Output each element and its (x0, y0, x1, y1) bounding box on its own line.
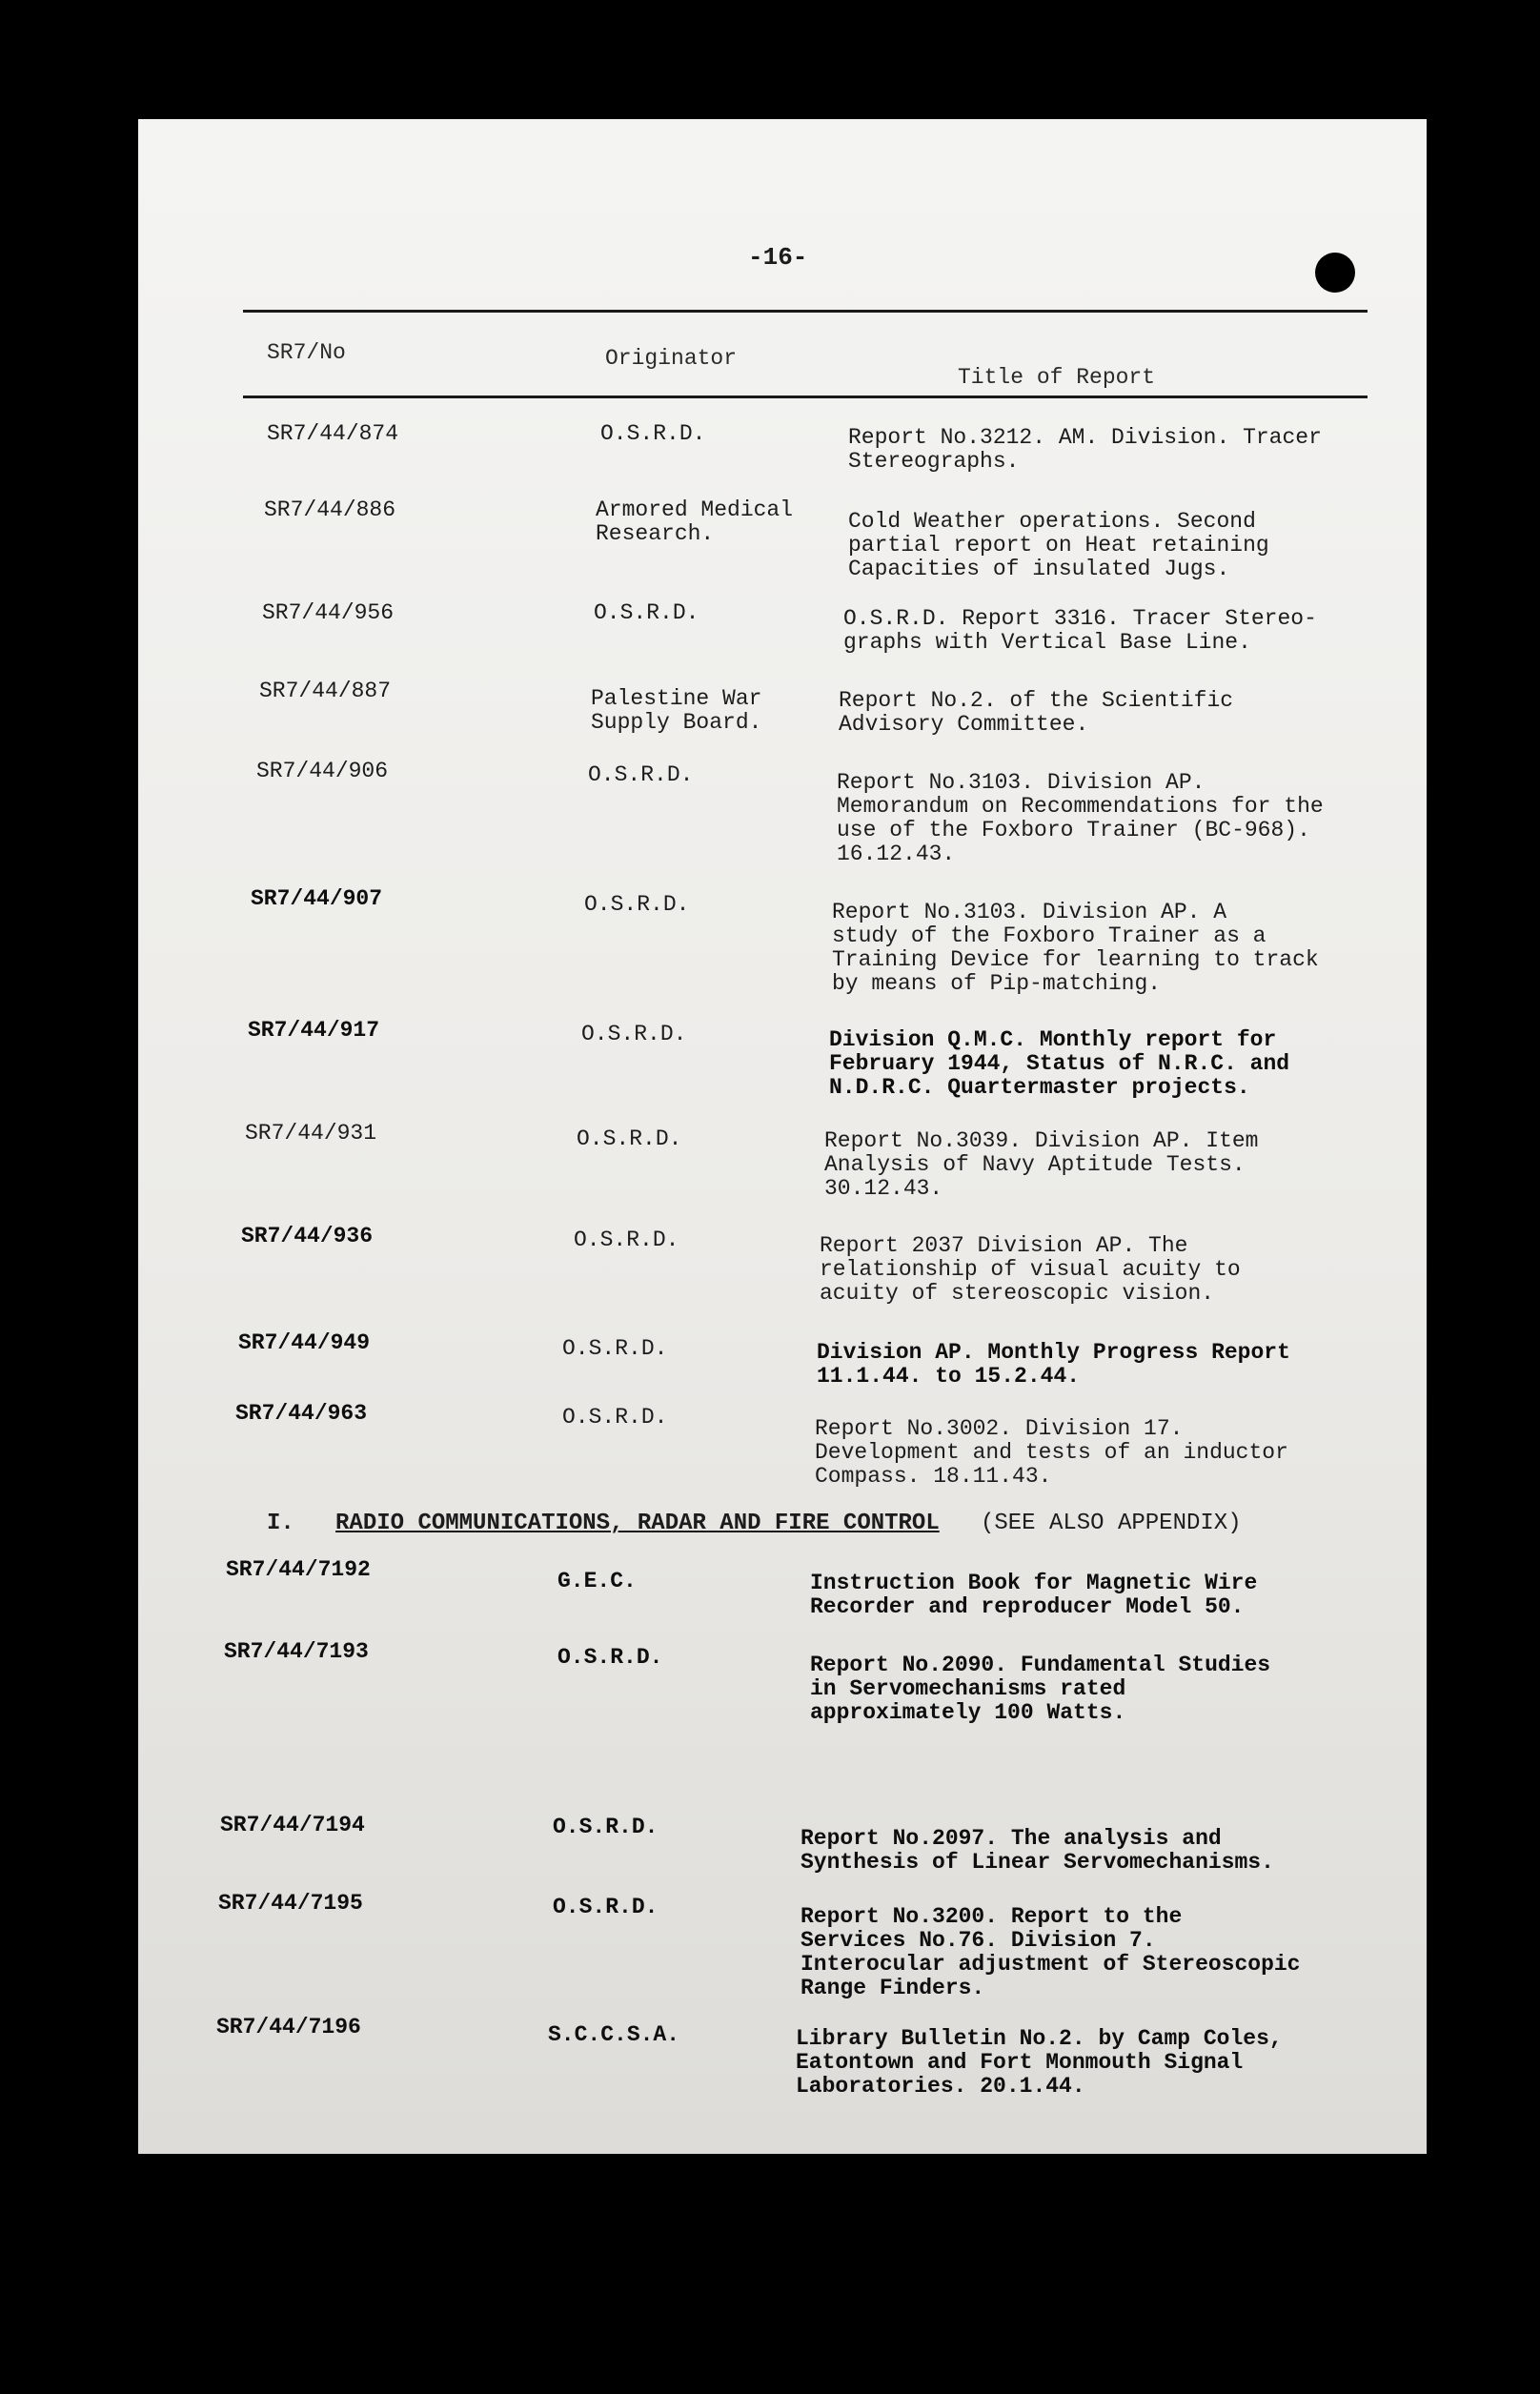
report-originator: G.E.C. (557, 1569, 637, 1593)
report-number: SR7/44/7193 (224, 1639, 369, 1664)
report-originator: O.S.R.D. (574, 1227, 679, 1252)
report-originator: Palestine War Supply Board. (591, 686, 762, 735)
report-title: Report No.2097. The analysis and Synthesis of Linear Servomechanisms. (800, 1826, 1274, 1875)
report-title: Report No.3200. Report to the Services No.76. Division 7. Interocular adjustment of Stereoscopic Range Finders. (800, 1904, 1301, 2000)
report-title: Report No.3039. Division AP. Item Analysis of Navy Aptitude Tests. 30.12.43. (824, 1128, 1259, 1201)
page-number: -16- (748, 243, 808, 272)
report-title: Library Bulletin No.2. by Camp Coles, Eatontown and Fort Monmouth Signal Laboratories. 20.1.44. (796, 2026, 1283, 2099)
section-letter: I. (267, 1511, 294, 1536)
report-number: SR7/44/7196 (216, 2015, 361, 2039)
report-originator: O.S.R.D. (553, 1815, 659, 1839)
report-originator: O.S.R.D. (594, 600, 699, 625)
report-title: Report No.3002. Division 17. Development and tests of an inductor Compass. 18.11.43. (815, 1416, 1288, 1489)
report-number: SR7/44/7194 (220, 1813, 365, 1837)
report-number: SR7/44/907 (251, 886, 383, 911)
report-number: SR7/44/7192 (226, 1557, 371, 1582)
report-number: SR7/44/7195 (218, 1891, 363, 1916)
report-number: SR7/44/931 (245, 1121, 377, 1146)
report-title: Report No.3212. AM. Division. Tracer Stereographs. (848, 425, 1322, 474)
report-number: SR7/44/956 (262, 600, 395, 625)
report-title: Division Q.M.C. Monthly report for February 1944, Status of N.R.C. and N.D.R.C. Quartermaster projects. (829, 1027, 1290, 1100)
report-originator: O.S.R.D. (553, 1895, 659, 1919)
report-title: Instruction Book for Magnetic Wire Recorder and reproducer Model 50. (810, 1571, 1258, 1619)
report-originator: O.S.R.D. (562, 1336, 668, 1361)
report-originator: S.C.C.S.A. (548, 2022, 680, 2047)
column-header-originator: Originator (605, 346, 738, 371)
section-heading (267, 1511, 1242, 1536)
report-number: SR7/44/906 (256, 759, 389, 783)
report-number: SR7/44/949 (238, 1330, 371, 1355)
report-originator: O.S.R.D. (588, 762, 694, 787)
report-number: SR7/44/886 (264, 497, 396, 522)
document-page (138, 119, 1427, 2154)
report-title: O.S.R.D. Report 3316. Tracer Stereo- graphs with Vertical Base Line. (843, 606, 1317, 655)
report-originator: O.S.R.D. (577, 1126, 682, 1151)
section-title: RADIO COMMUNICATIONS, RADAR AND FIRE CONTROL (335, 1511, 940, 1536)
header-rule-bottom (243, 396, 1368, 398)
report-originator: O.S.R.D. (557, 1645, 663, 1670)
report-originator: O.S.R.D. (584, 892, 690, 917)
report-title: Cold Weather operations. Second partial report on Heat retaining Capacities of insulated Jugs. (848, 509, 1269, 581)
report-originator: O.S.R.D. (581, 1022, 687, 1046)
column-header-title: Title of Report (958, 365, 1156, 390)
header-rule-top (243, 310, 1368, 313)
report-title: Report 2037 Division AP. The relationship of visual acuity to acuity of stereoscopic vision. (820, 1233, 1241, 1306)
report-originator: O.S.R.D. (600, 421, 706, 446)
report-title: Report No.3103. Division AP. Memorandum on Recommendations for the use of the Foxboro Trainer (BC-968). 16.12.43. (837, 770, 1324, 866)
column-header-no: SR7/No (267, 340, 346, 365)
report-number: SR7/44/963 (235, 1401, 368, 1426)
report-title: Report No.2. of the Scientific Advisory Committee. (839, 688, 1234, 737)
report-originator: O.S.R.D. (562, 1405, 668, 1430)
report-number: SR7/44/874 (267, 421, 399, 446)
report-number: SR7/44/917 (248, 1018, 380, 1043)
report-title: Report No.2090. Fundamental Studies in Servomechanisms rated approximately 100 Watts. (810, 1653, 1271, 1725)
report-number: SR7/44/887 (259, 679, 392, 703)
punch-hole (1315, 253, 1355, 293)
report-title: Report No.3103. Division AP. A study of the Foxboro Trainer as a Training Device for learning to track by means of Pip-matching. (832, 900, 1319, 996)
section-see-also: (SEE ALSO APPENDIX) (980, 1511, 1242, 1536)
report-originator: Armored Medical Research. (596, 497, 794, 546)
report-title: Division AP. Monthly Progress Report 11.1.44. to 15.2.44. (817, 1340, 1290, 1389)
report-number: SR7/44/936 (241, 1224, 374, 1248)
